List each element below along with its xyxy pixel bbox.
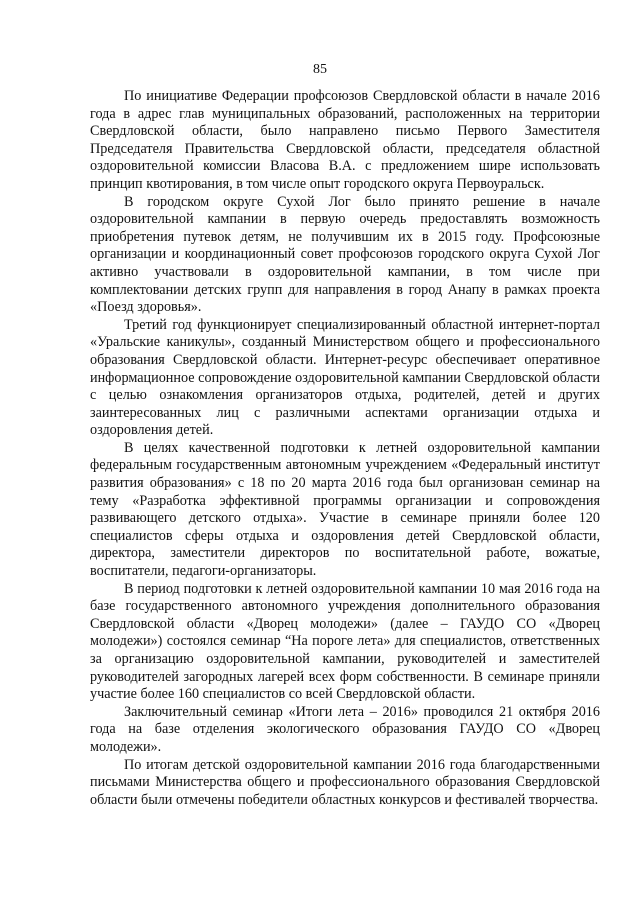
body-text bbox=[90, 88, 600, 809]
page-number: 85 bbox=[313, 62, 327, 77]
paragraph-campaign-results: По итогам детской оздоровительной кампании 2016 года благодарственными письмами Министерства общего и профессионального образования Свердловской области были отмечены победители областных конкурсов и фестивалей творчества. bbox=[90, 756, 600, 808]
paragraph-youth-palace-seminar: В период подготовки к летней оздоровительной кампании 10 мая 2016 года на базе государственного автономного учреждения дополнительного образования Свердловской области «Дворец молодежи» (далее – ГАУДО СО «Дворец молодежи») состоялся семинар “На пороге лета» для специалистов, ответственных за организацию оздоровительной кампании, руководителей и заместителей руководителей загородных лагерей всех форм собственности. В семинаре приняли участие более 160 специалистов со всей Свердловской области. bbox=[90, 580, 600, 703]
paragraph-federal-seminar: В целях качественной подготовки к летней оздоровительной кампании федеральным государственным автономным учреждением «Федеральный институт развития образования» с 18 по 20 марта 2016 года был организован семинар на тему «Разработка эффективной программы организации и сопровождения развивающего детского отдыха». Участие в семинаре приняли более 120 специалистов сферы отдыха и оздоровления детей Свердловской области, директора, заместители директоров по воспитательной работе, вожатые, воспитатели, педагоги-организаторы. bbox=[90, 439, 600, 580]
paragraph-sukhoi-log: В городском округе Сухой Лог было принято решение в начале оздоровительной кампании в первую очередь предоставлять возможность приобретения путевок детям, не получившим их в 2015 году. Профсоюзные организации и координационный совет профсоюзов городского округа Сухой Лог активно участвовали в оздоровительной кампании, в том числе при комплектовании детских групп для направления в город Анапу в рамках проекта «Поезд здоровья». bbox=[90, 193, 600, 316]
paragraph-quota-initiative: По инициативе Федерации профсоюзов Свердловской области в начале 2016 года в адрес глав муниципальных образований, расположенных на территории Свердловской области, было направлено письмо Первого Заместителя Председателя Правительства Свердловской области, председателя областной оздоровительной комиссии Власова В.А. с предложением шире использовать принцип квотирования, в том числе опыт городского округа Первоуральск. bbox=[90, 88, 600, 192]
paragraph-internet-portal: Третий год функционирует специализированный областной интернет-портал «Уральские каникулы», созданный Министерством общего и профессионального образования Свердловской области. Интернет-ресурс обеспечивает оперативное информационное сопровождение оздоровительной кампании Свердловской области с целью ознакомления организаторов отдыха, родителей, детей и других заинтересованных лиц с различными аспектами организации отдыха и оздоровления детей. bbox=[90, 316, 600, 439]
paragraph-final-seminar: Заключительный семинар «Итоги лета – 2016» проводился 21 октября 2016 года на базе отделения экологического образования ГАУДО СО «Дворец молодежи». bbox=[90, 703, 600, 755]
